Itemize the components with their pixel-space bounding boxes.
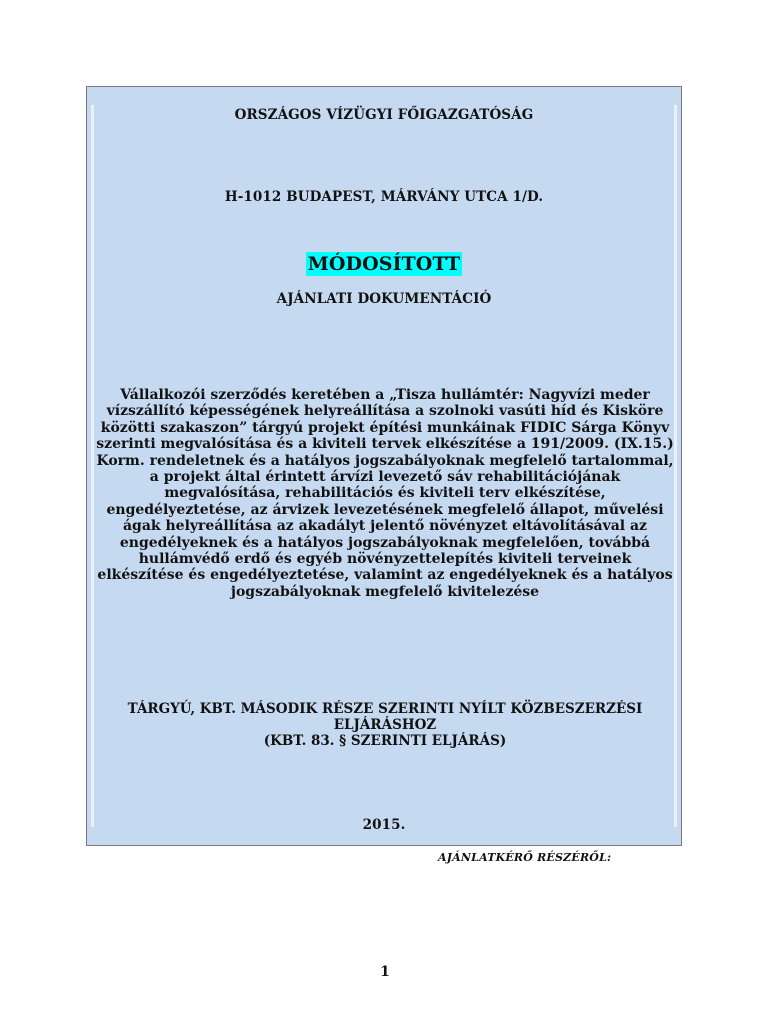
organization-name: ORSZÁGOS VÍZÜGYI FŐIGAZGATÓSÁG	[234, 107, 534, 123]
document-year: 2015.	[362, 817, 406, 833]
procedure-type	[95, 701, 675, 749]
project-description: Vállalkozói szerződés keretében a „Tisza hullámtér: Nagyvízi meder vízszállító képességének helyreállítása a szolnoki vasúti híd és Kisköre közötti szakaszon” tárgyú projekt építési munkáinak FIDIC Sárga Könyv szerinti megvalósítása és a kiviteli tervek elkészítése a 191/2009. (IX.15.) Korm. rendeletnek és a hatályos jogszabályoknak megfelelő tartalommal, a projekt által érintett árvízi levezető sáv rehabilitációjának megvalósítása, rehabilitációs és kiviteli terv elkészítése, engedélyeztetése, az árvizek levezetésének megfelelő állapot, művelési ágak helyreállítása az akadályt jelentő növényzet eltávolításával az engedélyeknek és a hatályos jogszabályoknak megfelelően, továbbá hullámvédő erdő és egyéb növényzettelepítés kiviteli terveinek elkészítése és engedélyeztetése, valamint az engedélyeknek és a hatályos jogszabályoknak megfelelő kivitelezése	[96, 387, 674, 600]
organization-address: H-1012 BUDAPEST, MÁRVÁNY UTCA 1/D.	[224, 189, 544, 205]
modified-label-wrap	[87, 252, 681, 276]
document-type: AJÁNLATI DOKUMENTÁCIÓ	[276, 291, 492, 307]
requester-label: AJÁNLATKÉRŐ RÉSZÉRŐL:	[438, 851, 612, 864]
page-number: 1	[380, 964, 390, 980]
procedure-line-1: TÁRGYÚ, KBT. MÁSODIK RÉSZE SZERINTI NYÍLT KÖZBESZERZÉSI ELJÁRÁSHOZ	[127, 701, 643, 733]
cover-box	[86, 86, 682, 846]
procedure-line-2: (KBT. 83. § SZERINTI ELJÁRÁS)	[263, 733, 507, 749]
modified-label: MÓDOSÍTOTT	[307, 253, 461, 275]
